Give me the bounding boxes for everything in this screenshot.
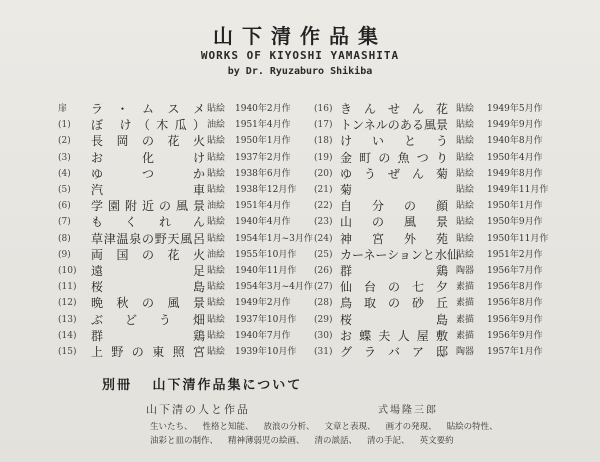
- work-number: (17): [314, 120, 333, 131]
- work-title: 汽 車: [91, 183, 205, 197]
- work-medium: 貼絵: [456, 201, 475, 212]
- work-title: 群 鶏: [340, 264, 448, 278]
- work-date: 1956年7月作: [487, 266, 543, 276]
- work-number: (24): [314, 233, 333, 244]
- work-date: 1954年1月~3月作: [235, 233, 313, 244]
- work-date: 1956年9月作: [487, 314, 543, 325]
- work-number: (4): [58, 168, 71, 179]
- work-row: [0, 182, 600, 198]
- work-date: 1938年12月作: [235, 185, 297, 195]
- work-medium: 貼絵: [207, 233, 226, 244]
- work-medium: 貼絵: [207, 152, 226, 163]
- work-medium: 貼絵: [456, 152, 475, 163]
- work-title: 菊: [340, 183, 353, 197]
- work-title: ゆ つ か: [91, 166, 205, 181]
- work-medium: 貼絵: [207, 104, 226, 114]
- work-date: 1951年4月作: [235, 201, 291, 212]
- work-date: 1938年6月作: [235, 168, 291, 179]
- work-row: [0, 133, 600, 149]
- work-date: 1949年8月作: [487, 168, 543, 179]
- work-title: 神 宮 外 苑: [340, 231, 448, 246]
- contents-item: 精神薄弱児の絵画、: [228, 436, 305, 446]
- work-medium: 貼絵: [207, 282, 226, 293]
- contents-item: 放浪の分析、: [263, 422, 315, 432]
- work-row: [0, 312, 600, 328]
- contents-item: 貼絵の特性、: [446, 422, 498, 432]
- work-medium: 油絵: [207, 120, 226, 131]
- work-date: 1950年1月作: [235, 136, 291, 147]
- work-title: お 化 け: [91, 150, 205, 165]
- work-date: 1937年2月作: [235, 152, 291, 163]
- work-number: (5): [58, 185, 71, 195]
- work-medium: 貼絵: [207, 136, 226, 147]
- work-date: 1956年8月作: [487, 282, 543, 293]
- work-medium: 素描: [456, 314, 475, 325]
- work-date: 1950年11月作: [487, 233, 549, 244]
- work-medium: 油絵: [207, 201, 226, 212]
- work-row: [0, 263, 600, 279]
- work-row: [0, 198, 600, 214]
- work-date: 1940年7月作: [235, 330, 291, 341]
- work-date: 1950年9月作: [487, 217, 543, 228]
- work-medium: 陶器: [456, 266, 475, 276]
- work-title: 両国の花火: [91, 247, 205, 262]
- work-date: 1949年11月作: [487, 185, 549, 195]
- contents-item: 生いたち、: [150, 422, 193, 432]
- work-title: 群 鶏: [91, 328, 205, 343]
- work-date: 1940年11月作: [235, 266, 297, 276]
- work-number: (28): [314, 298, 333, 309]
- work-row: [0, 344, 600, 360]
- work-title: 金町の魚つり: [340, 150, 448, 165]
- work-medium: 貼絵: [456, 120, 475, 131]
- work-number: (21): [314, 185, 333, 195]
- work-number: (10): [58, 266, 77, 276]
- work-number: (11): [58, 282, 77, 293]
- work-number: (31): [314, 347, 333, 357]
- work-number: (29): [314, 314, 333, 325]
- work-title: ぼ け（木瓜）: [91, 118, 205, 133]
- work-medium: 貼絵: [207, 330, 226, 341]
- work-title: グラバア邸: [340, 345, 448, 359]
- work-number: (30): [314, 330, 333, 341]
- work-number: (1): [58, 120, 71, 131]
- work-title: 遠 足: [91, 264, 205, 278]
- work-number: (25): [314, 249, 333, 260]
- work-title: 山 の 風 景: [340, 215, 448, 230]
- work-title: お蝶夫人屋敷: [340, 328, 448, 343]
- work-number: (8): [58, 233, 71, 244]
- work-title: ぶ ど う 畑: [91, 312, 205, 327]
- work-title: 晩秋の風景: [91, 296, 205, 311]
- contents-item: 画才の発現、: [385, 422, 437, 432]
- work-date: 1951年2月作: [487, 249, 543, 260]
- work-number: (22): [314, 201, 333, 212]
- work-row: [0, 231, 600, 247]
- appendix-heading: [102, 374, 316, 393]
- work-date: 1940年4月作: [235, 217, 291, 228]
- work-medium: 貼絵: [207, 347, 226, 357]
- work-title: カーネーションと水仙: [340, 247, 459, 262]
- work-medium: 貼絵: [456, 249, 475, 260]
- work-medium: 貼絵: [207, 217, 226, 228]
- work-medium: 貼絵: [456, 104, 475, 114]
- work-title: 桜 島: [91, 280, 205, 295]
- work-number: 扉: [58, 104, 68, 114]
- work-date: 1956年9月作: [487, 330, 543, 341]
- work-title: 仙台の七夕: [340, 280, 448, 295]
- work-medium: 貼絵: [207, 168, 226, 179]
- work-medium: 油絵: [207, 249, 226, 260]
- work-medium: 貼絵: [456, 185, 475, 195]
- work-number: (3): [58, 152, 71, 163]
- work-row: [0, 214, 600, 230]
- work-title: ゆうぜん菊: [340, 166, 448, 181]
- work-medium: 貼絵: [207, 314, 226, 325]
- work-title: 学園附近の風景: [91, 199, 205, 214]
- work-medium: 貼絵: [456, 136, 475, 147]
- work-title: 鳥取の砂丘: [340, 296, 448, 311]
- work-date: 1950年1月作: [487, 201, 543, 212]
- contents-item: 英文要約: [419, 436, 454, 446]
- work-medium: 貼絵: [207, 185, 226, 195]
- contents-item: 清の談話、: [314, 436, 358, 446]
- work-medium: 貼絵: [456, 217, 475, 228]
- work-medium: 素描: [456, 298, 475, 309]
- work-date: 1937年10月作: [235, 314, 297, 325]
- work-title: トンネルのある風景: [340, 118, 448, 133]
- work-date: 1949年9月作: [487, 120, 543, 131]
- work-title: 上野の東照宮: [91, 345, 205, 359]
- contents-item: 清の手記、: [367, 436, 410, 446]
- work-number: (13): [58, 314, 77, 325]
- work-medium: 素描: [456, 330, 475, 341]
- byline: by Dr. Ryuzaburo Shikiba: [227, 66, 373, 77]
- work-row: [0, 101, 600, 117]
- contents-item: 性格と知能、: [202, 422, 254, 432]
- work-number: (7): [58, 217, 71, 228]
- work-number: (9): [58, 249, 71, 260]
- essay-contents: [150, 420, 580, 448]
- work-date: 1949年2月作: [235, 298, 291, 309]
- work-date: 1939年10月作: [235, 347, 297, 357]
- work-date: 1955年10月作: [235, 249, 297, 260]
- work-date: 1957年1月作: [487, 347, 543, 357]
- work-row: [0, 295, 600, 311]
- work-number: (14): [58, 330, 77, 341]
- english-title: WORKS OF KIYOSHI YAMASHITA: [200, 49, 400, 62]
- work-title: け い と う: [340, 134, 448, 149]
- page-title: 山下清作品集: [213, 24, 387, 48]
- work-row: [0, 150, 600, 166]
- work-number: (23): [314, 217, 333, 228]
- appendix-title: 山下清作品集について: [152, 378, 303, 393]
- work-medium: 素描: [456, 282, 475, 293]
- work-medium: 貼絵: [207, 298, 226, 309]
- work-date: 1940年2月作: [235, 104, 291, 114]
- work-number: (27): [314, 282, 333, 293]
- work-title: 草津温泉の野天風呂: [91, 231, 205, 246]
- contents-item: 文章と表現、: [324, 422, 376, 432]
- work-row: [0, 328, 600, 344]
- essay-author: 式場隆三郎: [378, 405, 438, 416]
- work-number: (19): [314, 152, 333, 163]
- work-number: (15): [58, 347, 77, 357]
- work-number: (20): [314, 168, 333, 179]
- work-row: [0, 166, 600, 182]
- work-medium: 貼絵: [456, 168, 475, 179]
- work-medium: 貼絵: [456, 233, 475, 244]
- work-title: きんせん花: [340, 102, 448, 116]
- appendix-label: 別冊: [102, 378, 133, 393]
- work-date: 1950年4月作: [487, 152, 543, 163]
- work-title: ラ・ムスメ: [91, 102, 205, 116]
- work-number: (26): [314, 266, 333, 276]
- work-number: (12): [58, 298, 77, 309]
- work-medium: 陶器: [456, 347, 475, 357]
- work-date: 1954年3月~4月作: [235, 282, 313, 293]
- work-medium: 貼絵: [207, 266, 226, 276]
- work-date: 1951年4月作: [235, 120, 291, 131]
- work-date: 1940年8月作: [487, 136, 543, 147]
- work-number: (6): [58, 201, 71, 212]
- work-row: [0, 117, 600, 133]
- work-title: も く れ ん: [91, 215, 205, 230]
- work-row: [0, 279, 600, 295]
- work-number: (18): [314, 136, 333, 147]
- work-title: 長岡の花火: [91, 134, 205, 149]
- work-row: [0, 247, 600, 263]
- work-title: 自 分 の 顔: [340, 199, 448, 214]
- work-date: 1956年8月作: [487, 298, 543, 309]
- essay-title: 山下清の人と作品: [146, 403, 250, 416]
- work-number: (16): [314, 104, 333, 114]
- contents-item: 油彩と皿の制作、: [150, 436, 219, 446]
- work-title: 桜 島: [340, 312, 448, 327]
- work-number: (2): [58, 136, 71, 147]
- work-date: 1949年5月作: [487, 104, 543, 114]
